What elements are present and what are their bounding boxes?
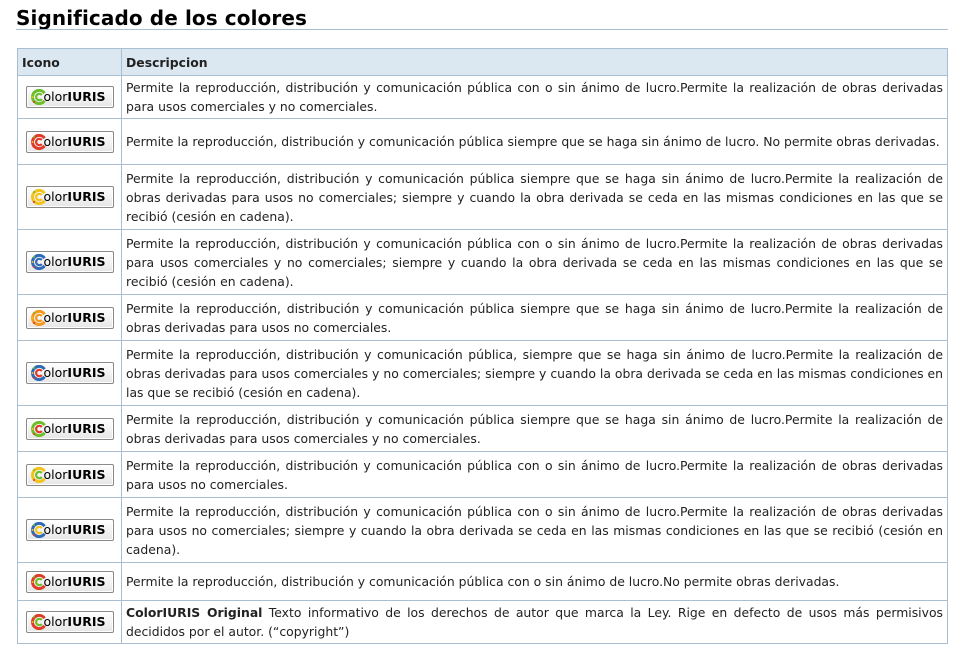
badge-text-prefix: olor [43, 254, 68, 269]
badge-text-prefix: olor [43, 614, 68, 629]
coloriuris-badge[interactable] [26, 307, 114, 329]
badge-text-prefix: olor [43, 420, 68, 436]
badge-text [44, 522, 106, 538]
badge-text [44, 254, 106, 270]
page-title: Significado de los colores [16, 6, 308, 30]
description-text: Permite la reproducción, distribución y comunicación pública siempre que se haga sin ánimo de lucro. No permite obras derivadas. [126, 134, 940, 149]
icon-cell [18, 563, 122, 601]
icon-cell [18, 341, 122, 406]
icon-cell [18, 498, 122, 563]
badge-text-prefix: olor [43, 133, 68, 149]
badge-text-prefix: olor [43, 466, 68, 482]
icon-cell [18, 452, 122, 498]
header-icon: Icono [18, 49, 122, 76]
description-bold: ColorIURIS Original [126, 605, 263, 620]
badge-text-suffix: IURIS [67, 365, 106, 380]
badge-text-prefix: olor [43, 573, 68, 589]
description-cell [122, 230, 948, 295]
description-cell [122, 452, 948, 498]
table-row [18, 563, 948, 601]
header-description: Descripcion [122, 49, 948, 76]
coloriuris-badge[interactable] [26, 611, 114, 633]
badge-text [44, 614, 106, 630]
table-row [18, 230, 948, 295]
badge-text-suffix: IURIS [67, 133, 106, 149]
table-row [18, 452, 948, 498]
description-cell [122, 165, 948, 230]
badge-text [44, 310, 106, 326]
icon-cell [18, 76, 122, 119]
badge-text-prefix: olor [43, 522, 68, 537]
icon-cell [18, 601, 122, 644]
badge-text [44, 134, 106, 150]
coloriuris-badge[interactable] [26, 418, 114, 440]
description-cell [122, 601, 948, 644]
badge-text-prefix: olor [43, 309, 68, 325]
description-text: Permite la reproducción, distribución y comunicación pública siempre que se haga sin ánimo de lucro.Permite la realización de obras derivadas para usos no comerciales; siempre y cuando la obra derivada se ceda en las mismas condiciones en las que se recibió (cesión en cadena). [126, 170, 943, 224]
badge-text-suffix: IURIS [67, 89, 106, 104]
icon-cell [18, 295, 122, 341]
description-text: Permite la reproducción, distribución y comunicación pública con o sin ánimo de lucro.Permite la realización de obras derivadas para usos no comerciales. [126, 457, 943, 492]
description-cell [122, 498, 948, 563]
badge-text-prefix: olor [43, 189, 68, 204]
coloriuris-badge[interactable] [26, 251, 114, 273]
table-row [18, 165, 948, 230]
description-cell [122, 76, 948, 119]
badge-text-prefix: olor [43, 89, 68, 104]
description-text: Permite la reproducción, distribución y comunicación pública con o sin ánimo de lucro.Permite la realización de obras derivadas para usos comerciales y no comerciales; siempre y cuando la obra derivada se ceda en las mismas condiciones en las que se recibió (cesión en cadena). [126, 235, 943, 289]
table-row [18, 498, 948, 563]
coloriuris-badge[interactable] [26, 131, 114, 153]
table-row [18, 601, 948, 644]
description-text: Permite la reproducción, distribución y comunicación pública siempre que se haga sin ánimo de lucro.Permite la realización de obras derivadas para usos no comerciales. [126, 300, 943, 335]
badge-text-suffix: IURIS [67, 254, 106, 269]
badge-text-suffix: IURIS [67, 522, 106, 537]
badge-text [44, 365, 106, 381]
table-row [18, 295, 948, 341]
description-text: Permite la reproducción, distribución y comunicación pública con o sin ánimo de lucro.Permite la realización de obras derivadas para usos no comerciales; siempre y cuando la obra derivada se ceda en las mismas condiciones en las que se recibió (cesión en cadena). [126, 503, 943, 557]
coloriuris-badge[interactable] [26, 571, 114, 593]
icon-cell [18, 406, 122, 452]
coloriuris-badge[interactable] [26, 362, 114, 384]
table-row [18, 406, 948, 452]
icon-cell [18, 230, 122, 295]
table-row [18, 119, 948, 165]
badge-text [44, 574, 106, 590]
badge-text-suffix: IURIS [67, 309, 106, 325]
description-cell [122, 341, 948, 406]
badge-text [44, 189, 106, 205]
badge-text-prefix: olor [43, 365, 68, 380]
badge-text [44, 467, 106, 483]
description-text: Permite la reproducción, distribución y comunicación pública con o sin ánimo de lucro.No permite obras derivadas. [126, 574, 840, 589]
coloriuris-badge[interactable] [26, 86, 114, 108]
badge-text-suffix: IURIS [67, 614, 106, 629]
colors-table [17, 48, 948, 644]
table-header-row [18, 49, 948, 76]
badge-text [44, 421, 106, 437]
coloriuris-badge[interactable] [26, 519, 114, 541]
icon-cell [18, 165, 122, 230]
coloriuris-badge[interactable] [26, 464, 114, 486]
title-divider [16, 29, 948, 30]
description-text: Texto informativo de los derechos de autor que marca la Ley. Rige en defecto de usos más permisivos decididos por el autor. (“copyright”) [126, 605, 943, 639]
coloriuris-badge[interactable] [26, 186, 114, 208]
icon-cell [18, 119, 122, 165]
description-cell [122, 406, 948, 452]
table-row [18, 76, 948, 119]
description-text: Permite la reproducción, distribución y comunicación pública siempre que se haga sin ánimo de lucro.Permite la realización de obras derivadas para usos comerciales y no comerciales. [126, 411, 943, 446]
description-text: Permite la reproducción, distribución y comunicación pública, siempre que se haga sin ánimo de lucro.Permite la realización de obras derivadas para usos comerciales y no comerciales; siempre y cuando la obra derivada se ceda en las mismas condiciones en las que se recibió (cesión en cadena). [126, 346, 943, 400]
badge-text [44, 89, 106, 105]
badge-text-suffix: IURIS [67, 466, 106, 482]
description-cell [122, 295, 948, 341]
badge-text-suffix: IURIS [67, 189, 106, 204]
table-row [18, 341, 948, 406]
description-text: Permite la reproducción, distribución y comunicación pública con o sin ánimo de lucro.Permite la realización de obras derivadas para usos comerciales y no comerciales. [126, 80, 943, 114]
description-cell [122, 563, 948, 601]
badge-text-suffix: IURIS [67, 420, 106, 436]
badge-text-suffix: IURIS [67, 573, 106, 589]
description-cell [122, 119, 948, 165]
